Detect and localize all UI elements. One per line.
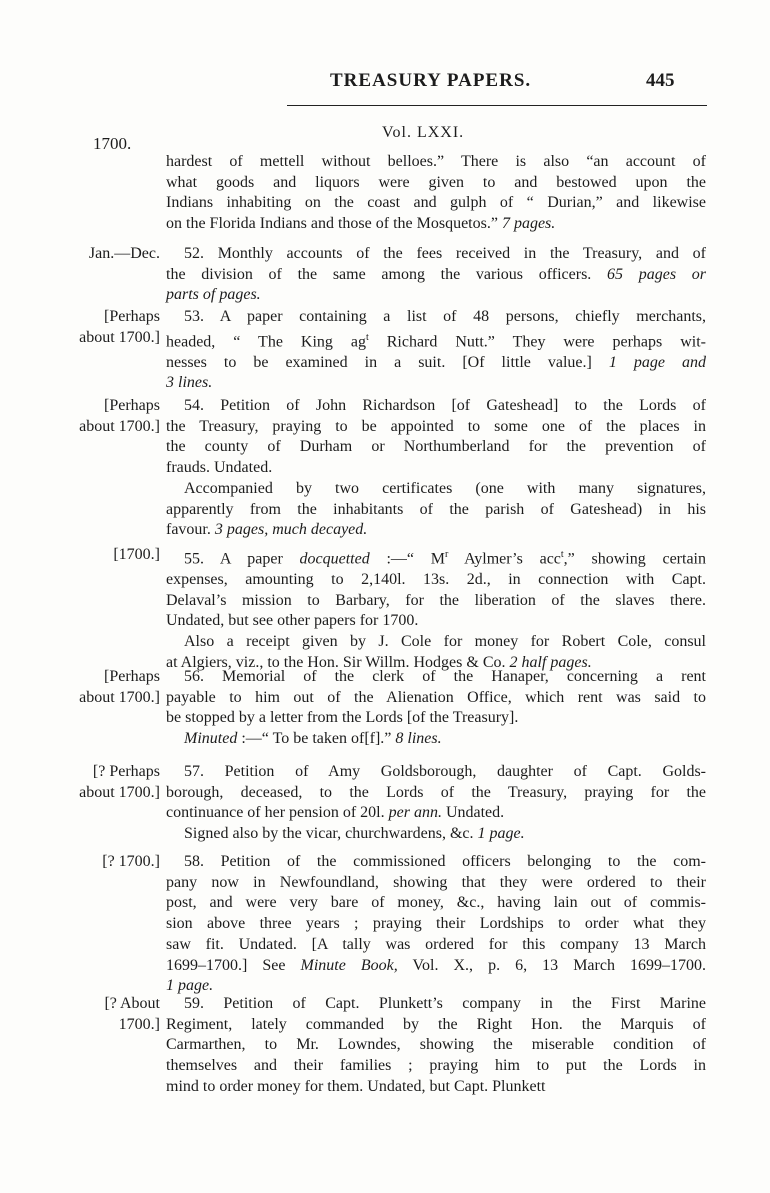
entry-margin-date [58, 396, 160, 437]
text-line: hardest of mettell without belloes.” There is also “an account of [166, 153, 706, 170]
entry-text [166, 244, 706, 306]
entry-text [166, 152, 706, 235]
text-line: Accompanied by two certificates (one with many signatures, [184, 479, 706, 497]
text-line: mind to order money for them. Undated, but Capt. Plunkett [166, 1077, 546, 1095]
text-line: at Algiers, viz., to the Hon. Sir Willm. Hodges & Co. 2 half pages. [166, 653, 592, 671]
header-rule [287, 105, 707, 106]
text-line: the Treasury, praying to be appointed to some one of the places in [166, 417, 706, 435]
entry-0 [0, 152, 770, 235]
text-line: 52. Monthly accounts of the fees received in the Treasury, and of [184, 245, 706, 262]
margin-line: [Perhaps [104, 668, 160, 685]
margin-line: [? About [104, 995, 160, 1012]
text-line: be stopped by a letter from the Lords [of the Treasury]. [166, 709, 519, 727]
text-line: themselves and their families ; praying him to put the Lords in [166, 1057, 706, 1075]
text-line: continuance of her pension of 20l. per ann. Undated. [166, 804, 505, 822]
text-line: borough, deceased, to the Lords of the Treasury, praying for the [166, 783, 706, 801]
text-line: post, and were very bare of money, &c., having lain out of commis- [166, 894, 706, 912]
running-header [0, 70, 770, 100]
entry-margin-date [58, 244, 160, 265]
text-line: headed, “ The King $ag^t$ Richard Nutt.” They were perhaps wit- [166, 331, 706, 351]
margin-line: Jan.—Dec. [88, 245, 160, 262]
text-line: Minuted :—“ To be taken of[f].” 8 lines. [184, 730, 442, 748]
margin-line: [1700.] [113, 546, 160, 563]
text-line: payable to him out of the Alienation Office, which rent was said to [166, 688, 706, 706]
margin-line: [Perhaps [104, 397, 160, 414]
entry-margin-date [58, 762, 160, 803]
entry-text [166, 667, 706, 750]
entry-text [166, 994, 706, 1098]
text-line: 55. A paper docquetted :—“ $M^r$ Aylmer’s acc$^t$,” showing certain [184, 549, 706, 568]
text-line: 59. Petition of Capt. Plunkett’s company in the First Marine [184, 995, 706, 1012]
entry-margin-date [58, 994, 160, 1035]
text-line: nesses to be examined in a suit. [Of little value.] 1 page and [166, 353, 706, 371]
entry-margin-date [58, 852, 160, 873]
margin-line: [? Perhaps [92, 763, 160, 780]
text-line: 3 lines. [166, 374, 213, 392]
entry-margin-date [58, 545, 160, 566]
entry-text [166, 762, 706, 845]
volume-heading: Vol. LXXI. [382, 124, 465, 141]
text-line: sion above three years ; praying their Lordships to order what they [166, 915, 706, 933]
text-line: Regiment, lately commanded by the Right Hon. the Marquis of [166, 1015, 706, 1033]
text-line: 57. Petition of Amy Goldsborough, daughter of Capt. Golds- [184, 763, 706, 780]
text-line: Undated, but see other papers for 1700. [166, 612, 419, 630]
text-line: parts of pages. [166, 286, 261, 304]
entry-text [166, 545, 706, 674]
text-line: favour. 3 pages, much decayed. [166, 521, 368, 539]
margin-line: 1700.] [118, 1015, 160, 1033]
entry-3 [0, 396, 770, 541]
margin-line: [Perhaps [104, 308, 160, 325]
entry-1 [0, 244, 770, 306]
running-title: TREASURY PAPERS. [330, 70, 532, 91]
text-line: Also a receipt given by J. Cole for money for Robert Cole, consul [184, 633, 706, 651]
text-line: 1 page. [166, 977, 214, 995]
text-line: 54. Petition of John Richardson [of Gateshead] to the Lords of [184, 397, 706, 414]
text-line: pany now in Newfoundland, showing that they were ordered to their [166, 873, 706, 891]
margin-line: about 1700.] [79, 417, 160, 435]
text-line: 1699–1700.] See Minute Book, Vol. X., p. 6, 13 March 1699–1700. [166, 956, 706, 974]
margin-line: about 1700.] [79, 688, 160, 706]
entry-7 [0, 852, 770, 997]
text-line: on the Florida Indians and those of the Mosquetos.” 7 pages. [166, 215, 556, 233]
entry-6 [0, 762, 770, 845]
text-line: saw fit. Undated. [A tally was ordered for this company 13 March [166, 935, 706, 953]
text-line: apparently from the inhabitants of the parish of Gateshead) in his [166, 500, 706, 518]
text-line: Signed also by the vicar, churchwardens, &c. 1 page. [184, 825, 525, 843]
text-line: Delaval’s mission to Barbary, for the liberation of the slaves there. [166, 591, 706, 609]
text-line: 56. Memorial of the clerk of the Hanaper, concerning a rent [184, 668, 706, 685]
entry-margin-date [58, 667, 160, 708]
entry-text [166, 396, 706, 541]
text-line: 58. Petition of the commissioned officers belonging to the com- [184, 853, 706, 870]
entry-margin-date [58, 307, 160, 348]
text-line: Carmarthen, to Mr. Lowndes, showing the miserable condition of [166, 1036, 706, 1054]
entry-text [166, 852, 706, 997]
entry-4 [0, 545, 770, 674]
margin-line: [? 1700.] [102, 853, 160, 870]
text-line: frauds. Undated. [166, 459, 273, 477]
entry-8 [0, 994, 770, 1098]
text-line: Indians inhabiting on the coast and gulph of “ Durian,” and likewise [166, 194, 706, 212]
entry-text [166, 307, 706, 394]
margin-line: about 1700.] [79, 328, 160, 346]
entry-5 [0, 667, 770, 750]
text-line: 53. A paper containing a list of 48 persons, chiefly merchants, [184, 308, 706, 325]
margin-line: about 1700.] [79, 783, 160, 801]
text-line: expenses, amounting to 2,140l. 13s. 2d., in connection with Capt. [166, 571, 706, 589]
text-line: the county of Durham or Northumberland for the prevention of [166, 438, 706, 456]
page-number: 445 [646, 70, 675, 91]
entry-2 [0, 307, 770, 394]
text-line: the division of the same among the various officers. 65 pages or [166, 265, 707, 283]
margin-year: 1700. [93, 134, 132, 153]
text-line: what goods and liquors were given to and bestowed upon the [166, 173, 706, 191]
